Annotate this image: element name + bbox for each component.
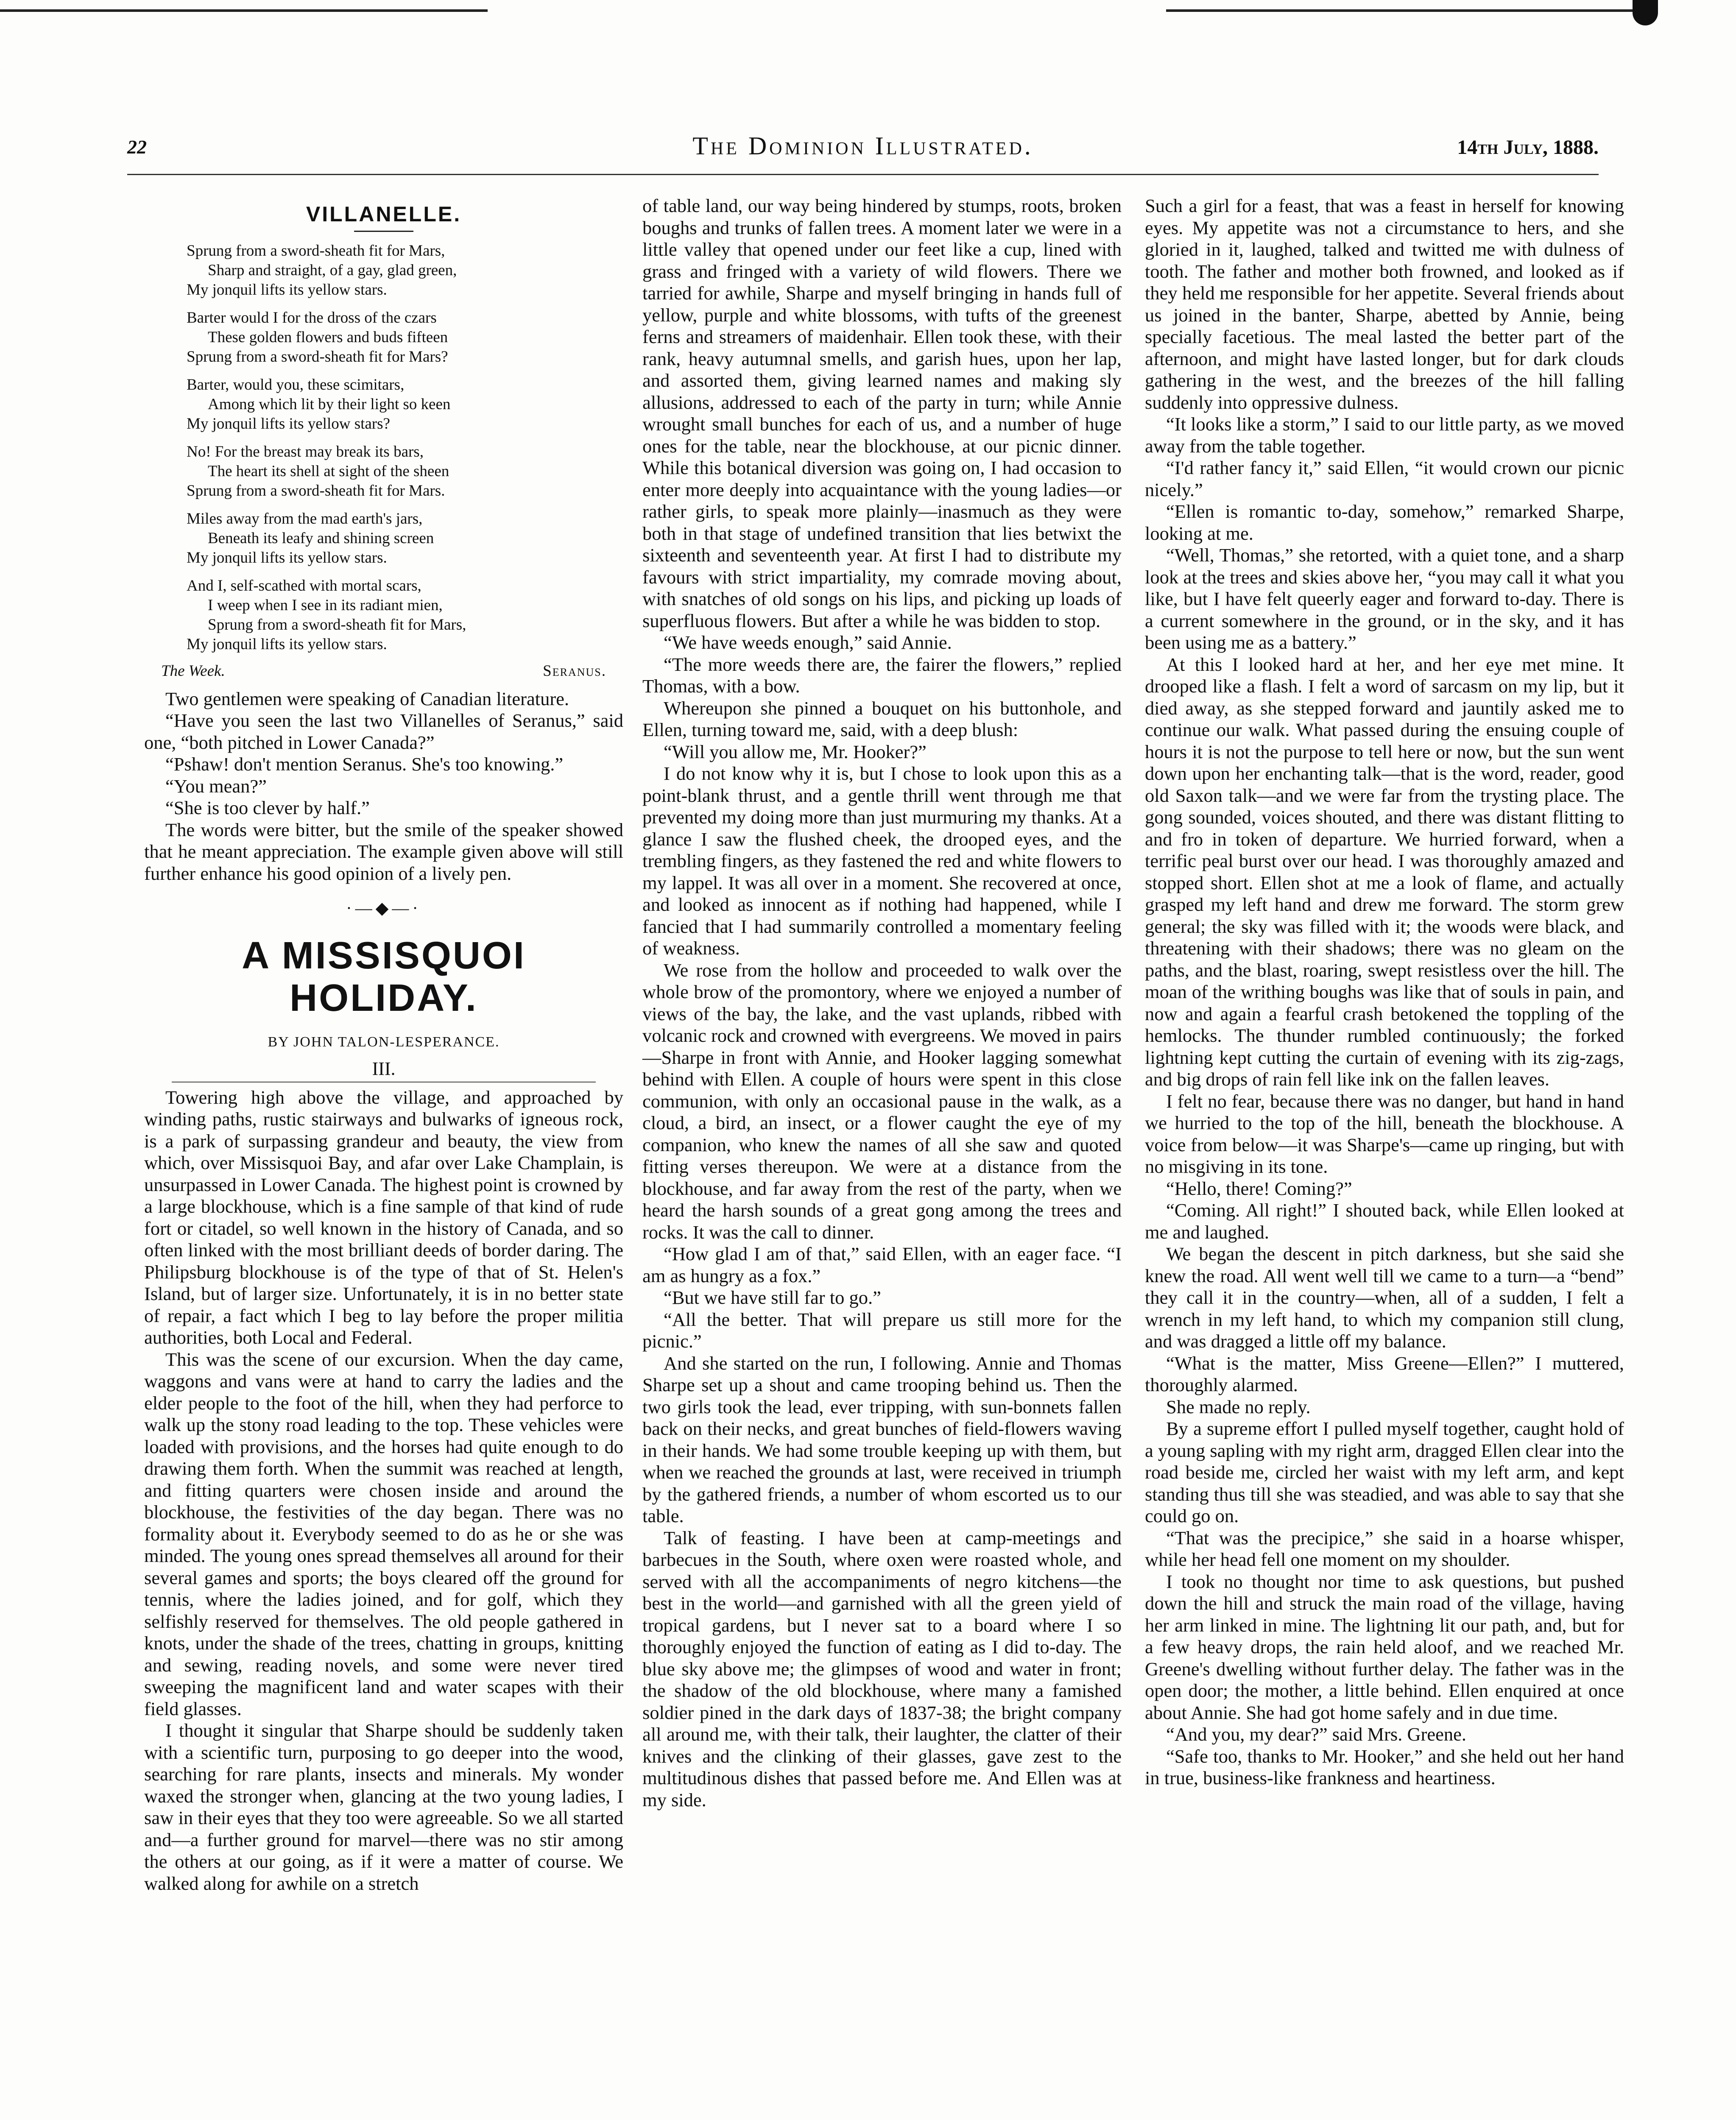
paragraph: “Hello, there! Coming?” xyxy=(1166,1177,1352,1199)
chapter-number: III. xyxy=(372,1058,396,1079)
poem-line: Beneath its leafy and shining screen xyxy=(208,529,434,547)
poem-line: Sprung from a sword-sheath fit for Mars. xyxy=(187,482,445,499)
poem-line: Sprung from a sword-sheath fit for Mars, xyxy=(208,616,466,633)
paragraph: I took no thought nor time to ask questions, but pushed down the hill and struck the main road of the village, having her arm linked in mine. The lightning lit our path, and, but for a few heavy drops, the rain held aloof, and we reached Mr. Greene's dwelling without further delay. The father was in the open door; the mother, a little behind. Ellen enquired at once about Annie. She had got home safely and in due time. xyxy=(1145,1570,1624,1723)
poem-line: And I, self-scathed with mortal scars, xyxy=(187,577,421,594)
poem-author: Seranus. xyxy=(543,662,606,680)
poem-title-rule xyxy=(354,231,413,232)
poem-line: These golden flowers and buds fifteen xyxy=(208,328,448,346)
poem-stanza xyxy=(144,241,623,300)
poem-body xyxy=(144,241,623,654)
paragraph: “Have you seen the last two Villanelles of Seranus,” said one, “both pitched in Lower Canada?” xyxy=(144,710,623,753)
paragraph: This was the scene of our excursion. When the day came, waggons and vans were at hand to carry the ladies and the elder people to the foot of the hill, when they had perforce to walk up the stony road leading to the top. These vehicles were loaded with provisions, and the horses had quite enough to do drawing them forth. When the summit was reached at length, and fitting quarters were chosen inside and around the blockhouse, the festivities of the day began. There was no formality about it. Everybody seemed to do as he or she was minded. The young ones spread themselves all around for their several games and sports; the boys cleared off the ground for tennis, where the ladies joined, and for golf, which they selfishly reserved for themselves. The old people gathered in knots, under the shade of the trees, chatting in groups, knitting and sewing, reading novels, and some were never tired sweeping the magnificent land and water scapes with their field glasses. xyxy=(144,1348,623,1719)
poem-source: The Week. xyxy=(161,662,225,680)
article-byline: BY JOHN TALON-LESPERANCE. xyxy=(268,1034,500,1050)
top-border-rule-right xyxy=(1166,9,1641,12)
poem-credit xyxy=(144,660,623,681)
article-text-col1 xyxy=(144,1087,623,1895)
page-header xyxy=(127,132,1599,170)
poem-line: My jonquil lifts its yellow stars. xyxy=(187,281,387,298)
paragraph: We began the descent in pitch darkness, but she said she knew the road. All went well till we came to a turn—a “bend” they call it in the country—when, all of a sudden, I felt a wrench in my left hand, to which my companion still clung, and was dragged a little off my balance. xyxy=(1145,1243,1624,1352)
paragraph: “I'd rather fancy it,” said Ellen, “it would crown our picnic nicely.” xyxy=(1145,457,1624,500)
paragraph: “All the better. That will prepare us still more for the picnic.” xyxy=(642,1308,1122,1352)
poem-line: My jonquil lifts its yellow stars. xyxy=(187,549,387,566)
poem-stanza xyxy=(144,375,623,434)
paragraph: “Pshaw! don't mention Seranus. She's too knowing.” xyxy=(165,753,564,775)
poem-line: Miles away from the mad earth's jars, xyxy=(187,510,423,527)
paragraph: At this I looked hard at her, and her eye met mine. It drooped like a flash. I felt a word of sarcasm on my lip, but it died away, as she stepped forward and jauntily asked me to continue our walk. What passed during the ensuing couple of hours it is not the purpose to tell here or now, but the sun went down upon her enchanting talk—that is the word, reader, good old Saxon talk—and we were far from the trysting place. The gong sounded, voices shouted, and there was distant flitting to and fro in token of departure. We hurried forward, when a terrific peal burst over our head. I was thoroughly amazed and stopped short. Ellen shot at me a look of flame, and actually grasped my left hand and drew me forward. The storm grew general; the sky was filled with it; the woods were black, and threatening with their shadows; there was no gleam on the paths, and the blast, roaring, swept resistless over the hill. The moan of the writhing boughs was like that of souls in pain, and now and again a fearful crash betokened the toppling of the hemlocks. The thunder rumbled continuously; the forked lightning kept cutting the curtain of evening with its zig-zags, and big drops of rain fell like ink on the fallen leaves. xyxy=(1145,653,1624,1090)
paragraph: “We have weeds enough,” said Annie. xyxy=(664,632,952,653)
paragraph: Such a girl for a feast, that was a feast in herself for knowing eyes. My appetite was not a circumstance to hers, and she gloried in it, laughed, talked and twitted me with dulness of tooth. The father and mother both frowned, and looked as if they held me responsible for her appetite. Several friends about us joined in the banter, Sharpe, abetted by Annie, being specially facetious. The meal lasted the better part of the afternoon, and might have lasted longer, but for dark clouds gathering in the west, and the breezes of the hill falling suddenly into oppressive dulness. xyxy=(1145,195,1624,413)
paragraph: “It looks like a storm,” I said to our little party, as we moved away from the table together. xyxy=(1145,413,1624,457)
paragraph: Two gentlemen were speaking of Canadian literature. xyxy=(165,688,569,709)
paragraph: The words were bitter, but the smile of the speaker showed that he meant appreciation. The example given above will still further enhance his good opinion of a lively pen. xyxy=(144,819,623,884)
paragraph: “Coming. All right!” I shouted back, while Ellen looked at me and laughed. xyxy=(1145,1199,1624,1243)
article-title: A MISSISQUOI HOLIDAY. xyxy=(242,934,526,1019)
paragraph: Whereupon she pinned a bouquet on his buttonhole, and Ellen, turning toward me, said, with a deep blush: xyxy=(642,697,1122,740)
paragraph: I thought it singular that Sharpe should be suddenly taken with a scientific turn, purposing to go deeper into the wood, searching for rare plants, insects and minerals. My wonder waxed the stronger when, glancing at the two young ladies, I saw in their eyes that they too were agreeable. So we all started and—a further ground for marvel—there was no stir among the others at our going, as if it were a matter of course. We walked along for awhile on a stretch xyxy=(144,1720,623,1894)
paragraph: Towering high above the village, and approached by winding paths, rustic stairways and bulwarks of igneous rock, is a park of surpassing grandeur and beauty, the view from which, over Missisquoi Bay, and afar over Lake Champlain, is unsurpassed in Lower Canada. The highest point is crowned by a large blockhouse, which is a fine sample of that kind of rude fort or citadel, so well known in the history of Canada, and so often linked with the most brilliant deeds of border daring. The Philipsburg blockhouse is of the type of that of St. Helen's Island, but of larger size. Unfortunately, it is in no better state of repair, a fact which I beg to lay before the proper militia authorities, both Local and Federal. xyxy=(144,1086,623,1348)
poem-line: I weep when I see in its radiant mien, xyxy=(208,596,443,614)
masthead-title: The Dominion Illustrated. xyxy=(692,132,1033,160)
poem-line: Sprung from a sword-sheath fit for Mars? xyxy=(187,348,448,365)
paragraph: of table land, our way being hindered by stumps, roots, broken boughs and trunks of fallen trees. A moment later we were in a little valley that opened under our feet like a cup, lined with grass and fringed with a variety of wild flowers. There we tarried for awhile, Sharpe and myself bringing in hands full of yellow, purple and white blossoms, with tufts of the greenest ferns and streamers of maidenhair. Ellen took these, with their rank, heavy autumnal smells, and garish hues, upon her lap, and assorted them, giving learned names and making sly allusions, addressed to each of the party in turn; while Annie wrought small bunches for each of us, and a number of huge ones for the table, near the blockhouse, at our picnic dinner. While this botanical diversion was going on, I had occasion to enter more deeply into acquaintance with the young ladies—or rather girls, to speak more plainly—inasmuch as they were both in that stage of undefined transition that lies betwixt the sixteenth and seventeenth year. At first I had to distribute my favours with strict impartiality, my comrade moving about, with snatches of old songs on his lips, and picking up loads of superfluous flowers. But after a while he was bidden to stop. xyxy=(642,195,1122,631)
poem-line: My jonquil lifts its yellow stars. xyxy=(187,635,387,653)
header-rule xyxy=(127,174,1599,175)
poem-line: My jonquil lifts its yellow stars? xyxy=(187,415,390,432)
paragraph: I do not know why it is, but I chose to look upon this as a point-blank thrust, and a gentle thrill went through me that prevented my doing more than just murmuring my thanks. At a glance I saw the flushed cheek, the drooped eyes, and the trembling fingers, as they fastened the red and white flowers to my lappel. It was all over in a moment. She recovered at once, and looked as innocent as if nothing had happened, while I fancied that I had summarily controlled a momentary feeling of weakness. xyxy=(642,763,1122,959)
intro-text xyxy=(144,688,623,885)
paragraph: “You mean?” xyxy=(165,775,267,797)
paragraph: And she started on the run, I following. Annie and Thomas Sharpe set up a shout and came trooping behind us. Then the two girls took the lead, ever tripping, with sun-bonnets fallen back on their necks, and great bunches of field-flowers waving in their hands. We had some trouble keeping up with them, but when we reached the grounds at last, were received in triumph by the gathered friends, a number of whom escorted us to our table. xyxy=(642,1352,1122,1526)
column-1 xyxy=(144,195,623,1894)
paragraph: “But we have still far to go.” xyxy=(664,1287,881,1308)
paragraph: By a supreme effort I pulled myself together, caught hold of a young sapling with my right arm, dragged Ellen clear into the road beside me, circled her waist with my left arm, and kept standing thus till she was steadied, and was able to say that she could go on. xyxy=(1145,1418,1624,1526)
poem-line: Sharp and straight, of a gay, glad green, xyxy=(208,261,457,279)
poem-title: VILLANELLE. xyxy=(306,202,462,226)
paragraph: “She is too clever by half.” xyxy=(165,797,370,818)
poem-stanza xyxy=(144,308,623,367)
paragraph: Talk of feasting. I have been at camp-meetings and barbecues in the South, where oxen were roasted whole, and served with all the accompaniments of negro kitchens—the best in the world—and garnished with all the green yield of tropical gardens, but I never sat to a board where I so thoroughly enjoyed the function of eating as I did to-day. The blue sky above me; the glimpses of wood and water in front; the shadow of the old blockhouse, where many a famished soldier pined in the dark days of 1837-38; the bright company all around me, with their talk, their laughter, the clatter of their knives and the clinking of their glasses, gave zest to the multitudinous dishes that passed before me. And Ellen was at my side. xyxy=(642,1527,1122,1810)
page-number: 22 xyxy=(127,136,147,158)
paragraph: She made no reply. xyxy=(1166,1396,1311,1417)
poem-stanza xyxy=(144,509,623,568)
column-3 xyxy=(1145,195,1624,1789)
section-ornament: ·—◆—· xyxy=(346,898,421,918)
paragraph: “That was the precipice,” she said in a hoarse whisper, while her head fell one moment on my shoulder. xyxy=(1145,1527,1624,1570)
paragraph: We rose from the hollow and proceeded to walk over the whole brow of the promontory, where we enjoyed a number of views of the bay, the lake, and the vast uplands, ribbed with volcanic rock and crowned with evergreens. We moved in pairs—Sharpe in front with Annie, and Hooker lagging somewhat behind with Ellen. A couple of hours were spent in this close communion, with only an occasional pause in the walk, as a cloud, a bird, an insect, or a flower caught the eye of my companion, who knew the names of all she saw and quoted fitting verses thereupon. We were at a distance from the blockhouse, and far away from the rest of the party, when we heard the harsh sounds of a great gong among the trees and rocks. It was the call to dinner. xyxy=(642,959,1122,1243)
paragraph: “Safe too, thanks to Mr. Hooker,” and she held out her hand in true, business-like frankness and heartiness. xyxy=(1145,1745,1624,1788)
poem-line: The heart its shell at sight of the sheen xyxy=(208,462,449,480)
article-text-col2 xyxy=(642,195,1122,1811)
paragraph: “And you, my dear?” said Mrs. Greene. xyxy=(1166,1724,1467,1745)
paragraph: I felt no fear, because there was no danger, but hand in hand we hurried to the top of the hill, beneath the blockhouse. A voice from below—it was Sharpe's—came up ringing, but with no misgiving in its tone. xyxy=(1145,1090,1624,1177)
column-2 xyxy=(642,195,1122,1811)
poem-line: Barter, would you, these scimitars, xyxy=(187,376,405,393)
top-border-rule-left xyxy=(0,9,488,12)
paragraph: “The more weeds there are, the fairer the flowers,” replied Thomas, with a bow. xyxy=(642,653,1122,697)
issue-date: 14th July, 1888. xyxy=(1457,136,1599,159)
poem-line: No! For the breast may break its bars, xyxy=(187,443,424,460)
article-text-col3 xyxy=(1145,195,1624,1789)
paragraph: “Will you allow me, Mr. Hooker?” xyxy=(664,741,927,762)
poem-stanza xyxy=(144,442,623,501)
paragraph: “What is the matter, Miss Greene—Ellen?” I muttered, thoroughly alarmed. xyxy=(1145,1352,1624,1395)
scan-edge-mark xyxy=(1633,0,1658,25)
paragraph: “How glad I am of that,” said Ellen, with an eager face. “I am as hungry as a fox.” xyxy=(642,1243,1122,1286)
poem-line: Sprung from a sword-sheath fit for Mars, xyxy=(187,242,445,259)
poem-line: Barter would I for the dross of the czars xyxy=(187,309,437,326)
poem-stanza xyxy=(144,576,623,654)
poem-line: Among which lit by their light so keen xyxy=(208,395,451,413)
paragraph: “Ellen is romantic to-day, somehow,” remarked Sharpe, looking at me. xyxy=(1145,501,1624,544)
paragraph: “Well, Thomas,” she retorted, with a quiet tone, and a sharp look at the trees and skies above her, “you may call it what you like, but I have felt queerly eager and forward to-day. There is a current somewhere in the ground, or in the sky, and it has been using me as a battery.” xyxy=(1145,544,1624,653)
